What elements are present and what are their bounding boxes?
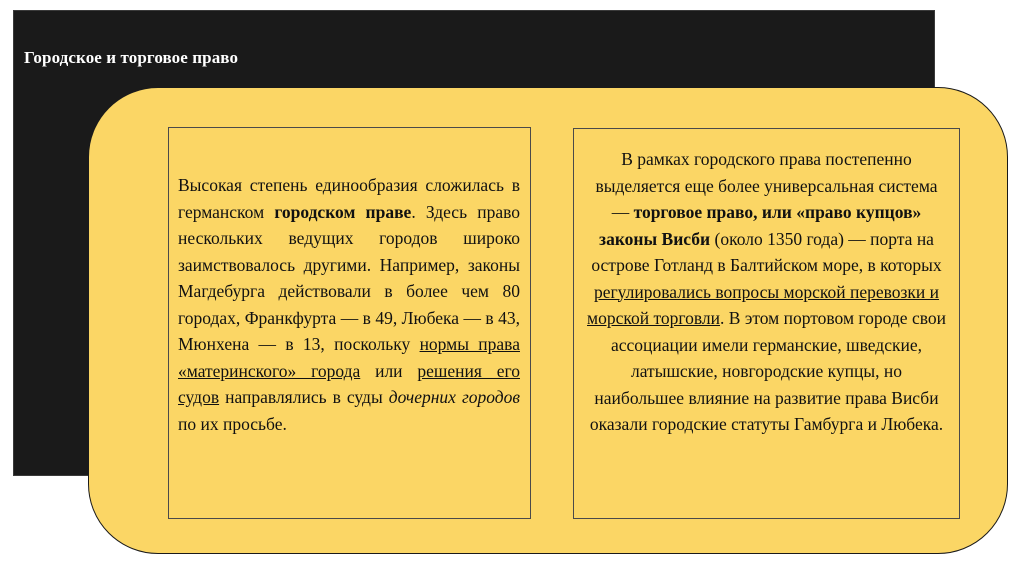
left-text-5: по их просьбе.: [178, 413, 287, 434]
right-text-bold-visby-laws: законы Висби: [599, 228, 711, 249]
right-text-2: (около 1350 года) — порта на острове Готланд в Балтийском море, в которых: [591, 228, 942, 275]
right-text-underline-regulation: регулировались вопросы морской перевозки и морской торговли: [587, 281, 940, 328]
trade-law-text-box: [573, 128, 960, 519]
left-text-4: направлялись в суды: [219, 387, 389, 407]
left-text-bold-city-law: городском праве: [274, 201, 412, 222]
left-text-1: Высокая степень единообразия сложилась в германском: [178, 175, 520, 222]
city-law-text-box: [168, 127, 531, 519]
right-text-1: В рамках городского права постепенно выделяется еще более универсальная система —: [595, 149, 938, 222]
slide-title: Городское и торговое право: [24, 48, 239, 67]
left-text-underline-court-decisions: решения его судов: [178, 360, 520, 407]
left-text-2: . Здесь право нескольких ведущих городов широко заимствовалось другими. Например, законы Магдебурга действовали в более чем 80 городах, Франкфурта — в 49, Любека — в 43, Мюнхена — в 13, поскольку: [178, 201, 520, 354]
right-text-3: . В этом портовом городе свои ассоциации имели германские, шведские, латышские, новгородские купцы, но наибольшее влияние на развитие права Висби оказали городские статуты Гамбурга и Любека.: [589, 308, 946, 434]
right-text-bold-trade-law: торговое право, или «право купцов»: [633, 202, 922, 222]
left-text-italic-daughter-cities: дочерних городов: [388, 387, 520, 407]
left-text-3: или: [360, 360, 418, 381]
left-text-underline-norms: нормы права «материнского» города: [178, 334, 520, 381]
